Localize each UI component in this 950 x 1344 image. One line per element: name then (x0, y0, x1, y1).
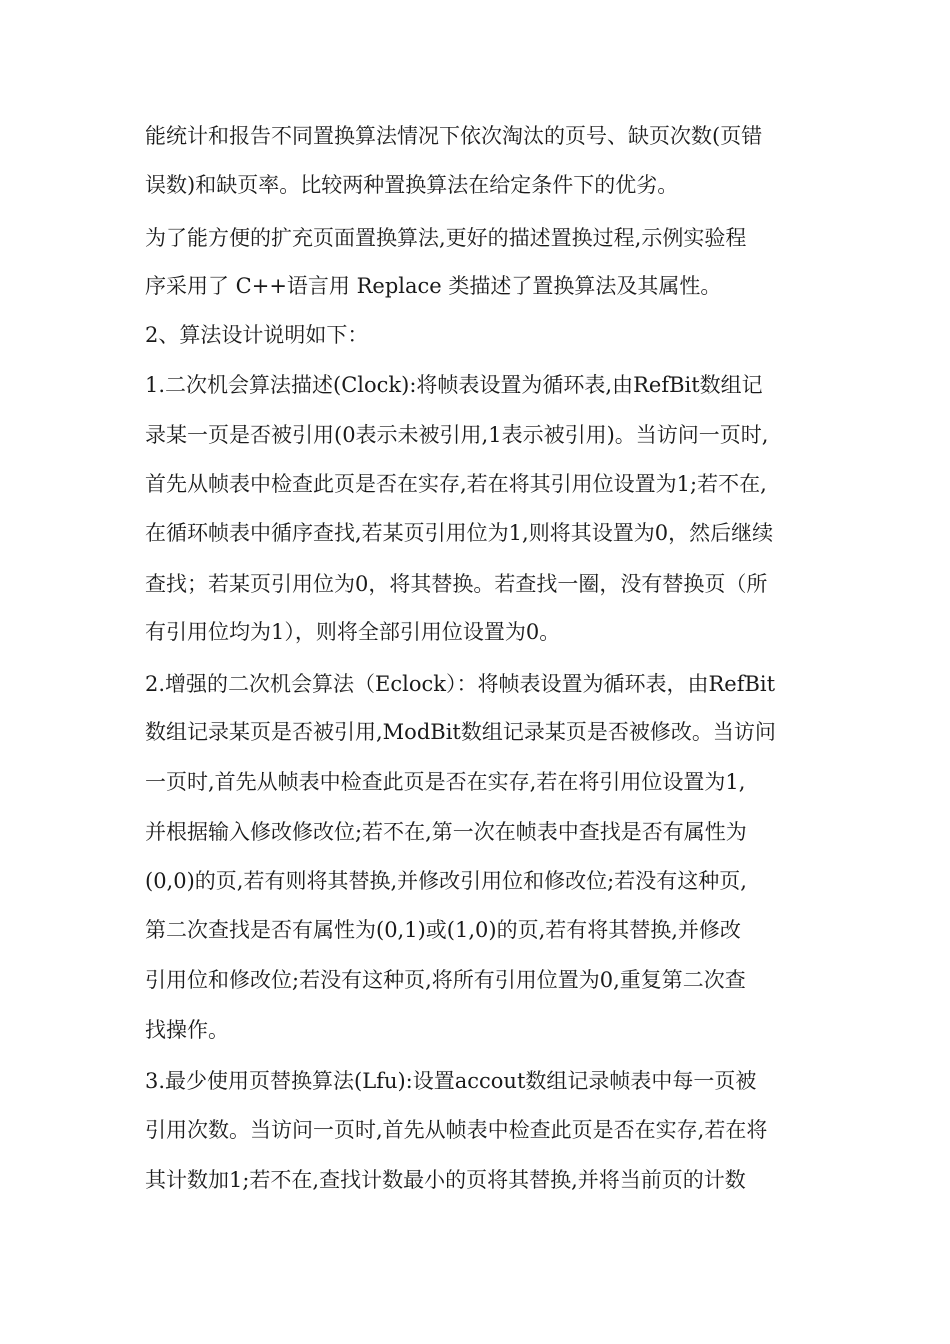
text-line: 一页时,首先从帧表中检查此页是否在实存,若在将引用位设置为1, (145, 770, 746, 794)
text-line: 3.最少使用页替换算法(Lfu):设置accout数组记录帧表中每一页被 (145, 1069, 757, 1093)
text-line: 序采用了 C++语言用 Replace 类描述了置换算法及其属性。 (145, 274, 722, 298)
text-line: 引用次数。当访问一页时,首先从帧表中检查此页是否在实存,若在将 (145, 1118, 768, 1142)
text-line: 1.二次机会算法描述(Clock):将帧表设置为循环表,由RefBit数组记 (145, 373, 763, 397)
text-line: 首先从帧表中检查此页是否在实存,若在将其引用位设置为1;若不在, (145, 472, 767, 496)
text-line: 录某一页是否被引用(0表示未被引用,1表示被引用)。当访问一页时, (145, 423, 769, 447)
text-line: 有引用位均为1），则将全部引用位设置为0。 (145, 620, 561, 644)
text-line: 误数)和缺页率。比较两种置换算法在给定条件下的优劣。 (145, 173, 679, 197)
text-line: 2.增强的二次机会算法（Eclock）：将帧表设置为循环表，由RefBit (145, 672, 776, 696)
text-line: (0,0)的页,若有则将其替换,并修改引用位和修改位;若没有这种页, (145, 869, 747, 893)
text-line: 能统计和报告不同置换算法情况下依次淘汰的页号、缺页次数(页错 (145, 124, 763, 148)
text-line: 查找；若某页引用位为0，将其替换。若查找一圈，没有替换页（所 (145, 572, 768, 596)
text-line: 第二次查找是否有属性为(0,1)或(1,0)的页,若有将其替换,并修改 (145, 918, 741, 942)
text-line: 引用位和修改位;若没有这种页,将所有引用位置为0,重复第二次查 (145, 968, 746, 992)
text-line: 数组记录某页是否被引用,ModBit数组记录某页是否被修改。当访问 (145, 720, 776, 744)
text-line: 2、算法设计说明如下： (145, 323, 369, 347)
text-line: 其计数加1;若不在,查找计数最小的页将其替换,并将当前页的计数 (145, 1168, 746, 1192)
text-line: 并根据输入修改修改位;若不在,第一次在帧表中查找是否有属性为 (145, 820, 747, 844)
text-line: 在循环帧表中循序查找,若某页引用位为1,则将其设置为0，然后继续 (145, 521, 774, 545)
text-line: 为了能方便的扩充页面置换算法,更好的描述置换过程,示例实验程 (145, 226, 747, 250)
text-line: 找操作。 (145, 1018, 229, 1042)
